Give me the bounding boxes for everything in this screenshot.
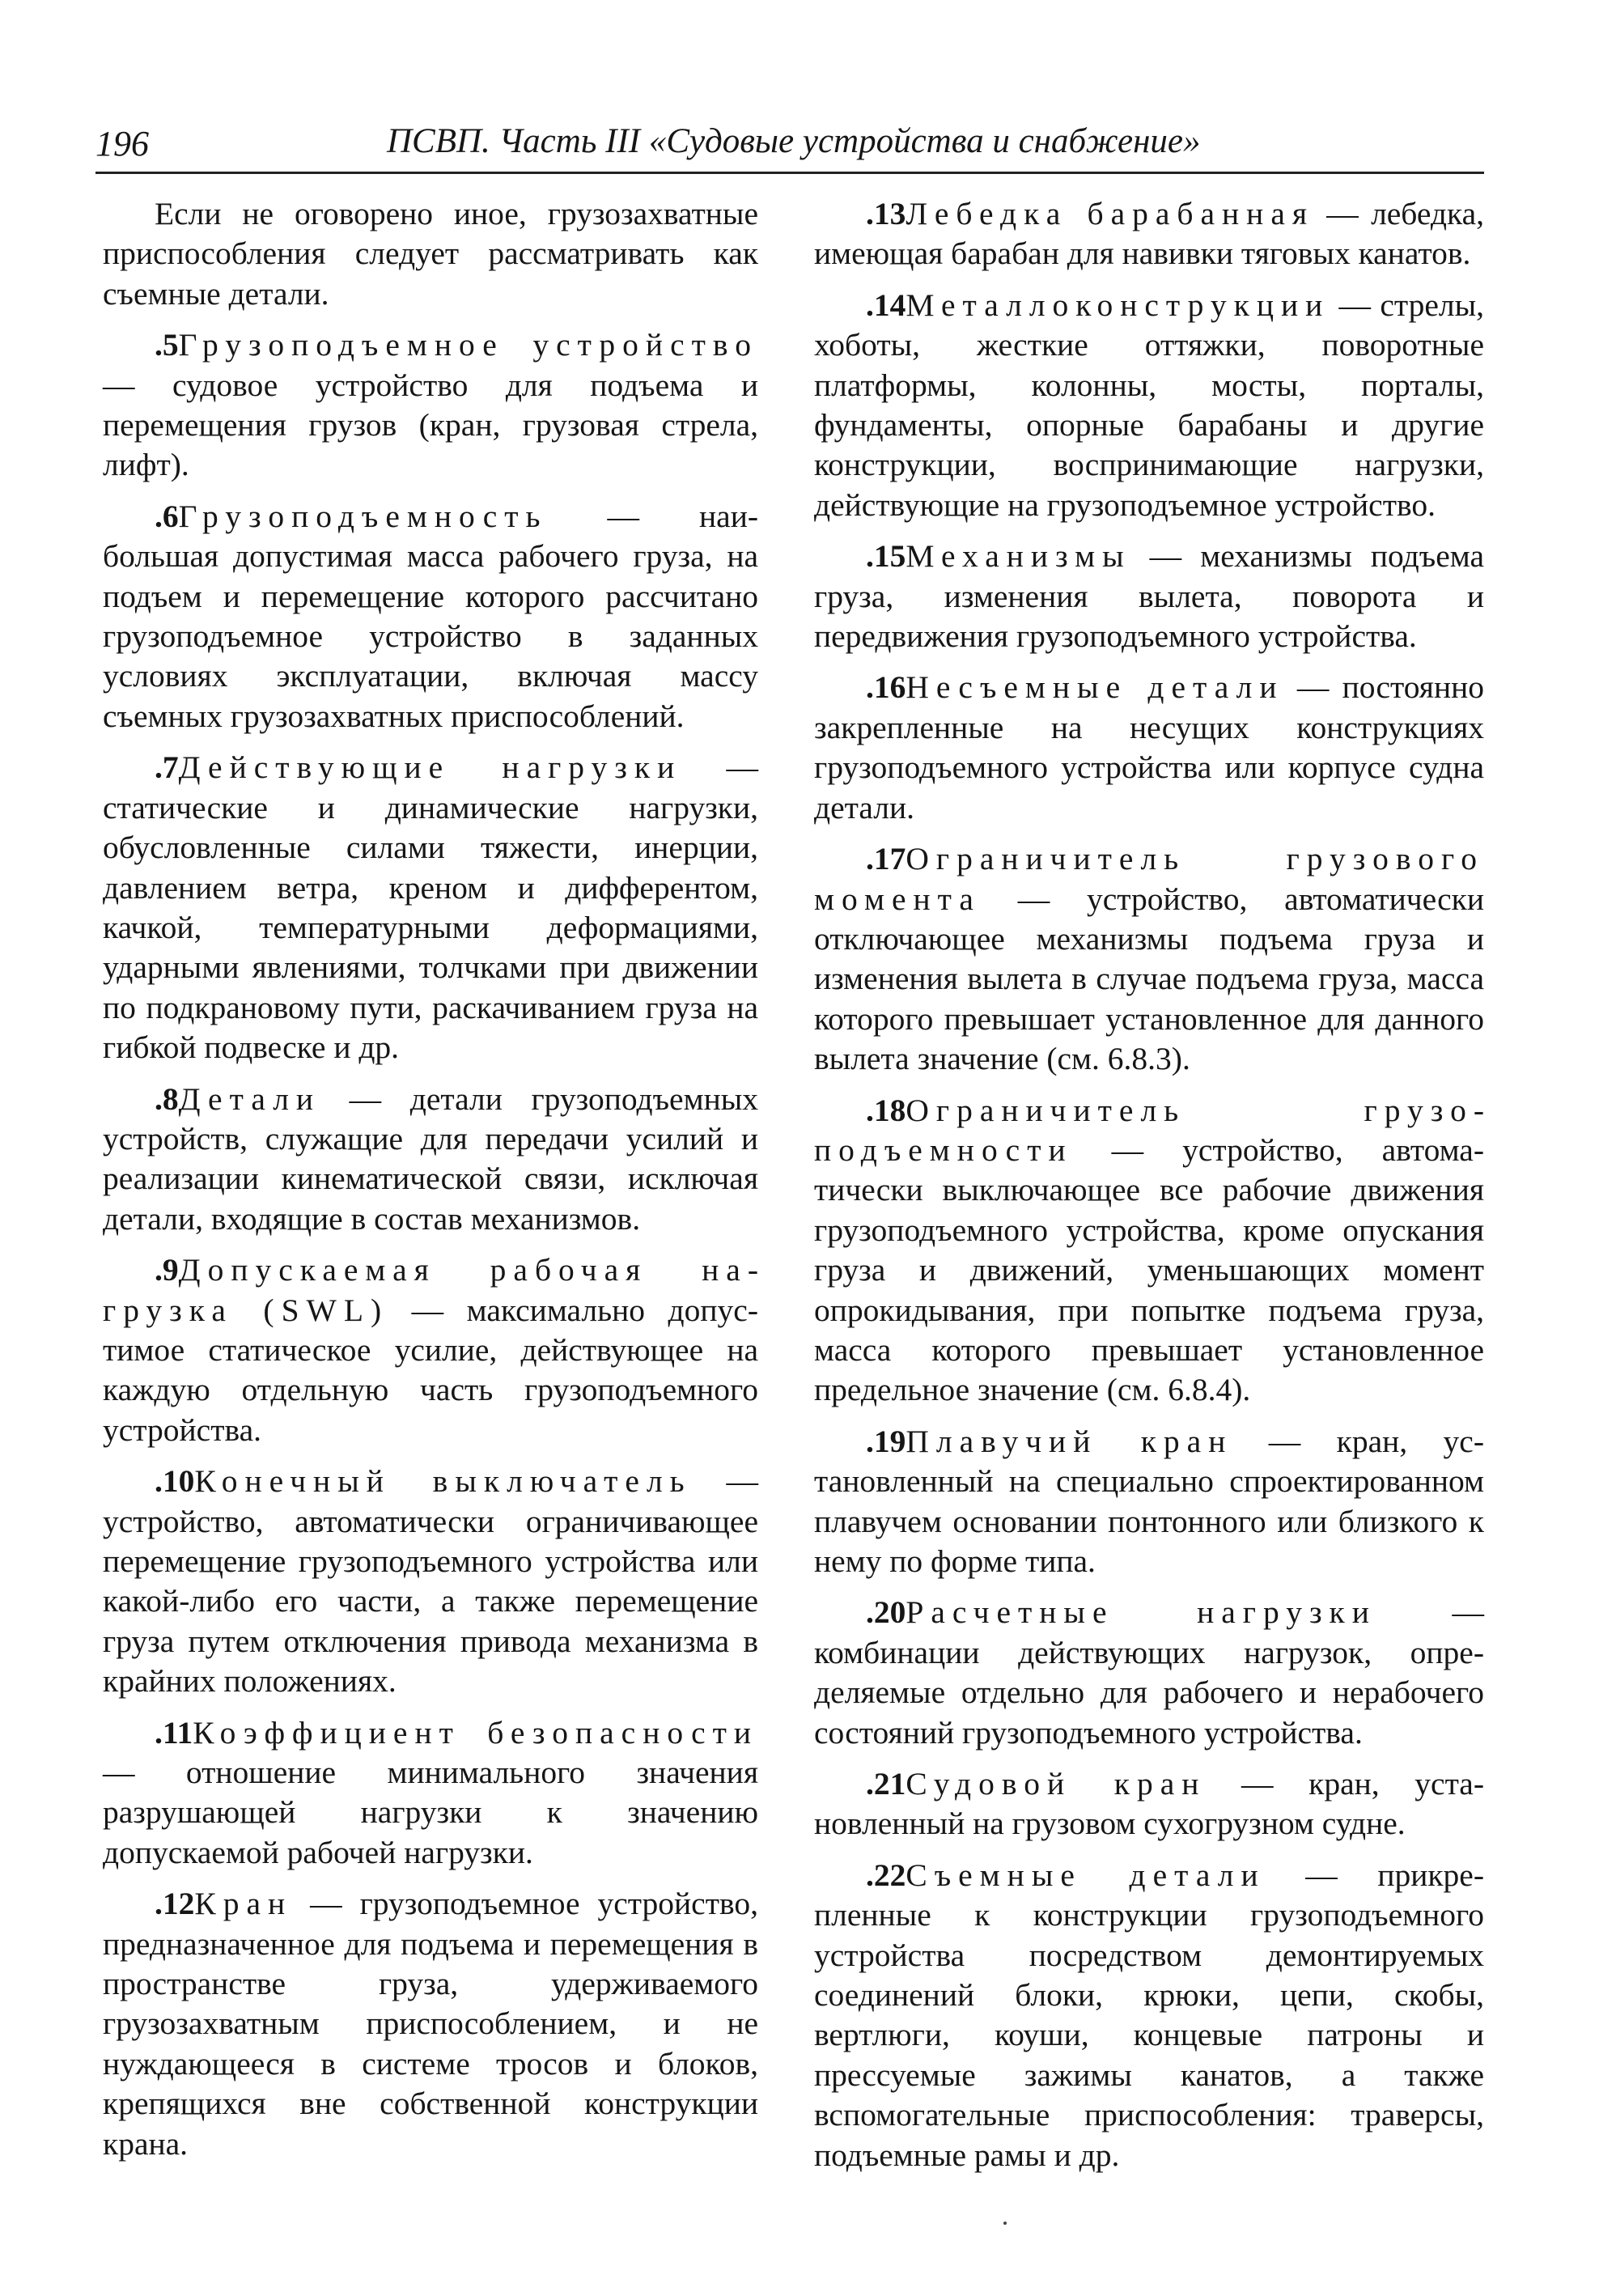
clause-number: .7 <box>155 749 179 786</box>
clause-number: .19 <box>866 1423 906 1459</box>
definition-text: — устройство, автоматически выключающее все рабочие движения грузоподъемного устройства, кроме опускания груза и движений, уменьшающих момент опрокидывания, при попытке подъема груза, масса которого превышает установленное предельное значение (см. 6.8.4). <box>814 1131 1484 1408</box>
defined-term: Несъемные детали <box>906 669 1284 706</box>
definition-17 <box>814 839 1484 1079</box>
definition-19 <box>814 1422 1484 1582</box>
definition-text: — детали грузоподъемных устройств, служащие для передачи усилий и реализации кинематической связи, исключая детали, входящие в состав механизмов. <box>103 1080 758 1237</box>
definition-text: — кран, установленный на специально спроектированном плавучем основании понтонного или близкого к нему по форме типа. <box>814 1423 1484 1579</box>
clause-number: .5 <box>155 327 179 363</box>
definition-5 <box>103 325 758 486</box>
defined-term: Ограничитель грузового момента <box>814 841 1484 917</box>
defined-term: Кран <box>194 1886 293 1922</box>
definition-text: — наибольшая допустимая масса рабочего груза, на подъем и перемещение которого рассчитано грузоподъемное устройство в заданных условиях эксплуатации, включая массу съемных грузозахватных приспособлений. <box>103 498 758 734</box>
right-column <box>814 194 1484 2187</box>
definition-11 <box>103 1713 758 1874</box>
clause-number: .17 <box>866 841 906 877</box>
definition-12 <box>103 1884 758 2164</box>
page-number: 196 <box>95 124 149 163</box>
defined-term: Ограничитель грузоподъемности <box>814 1092 1484 1168</box>
definition-8 <box>103 1080 758 1240</box>
defined-term: Плавучий кран <box>906 1423 1233 1459</box>
running-title: ПСВП. Часть III «Судовые устройства и снабжение» <box>387 122 1201 160</box>
definition-text: — максимально допустимое статическое усилие, действующее на каждую отдельную часть грузоподъемного устройства. <box>103 1292 758 1448</box>
definition-text: — устройство, автоматически ограничивающее перемещение грузоподъемного устройства или какой-либо его части, а также перемещение груза путем отключения привода механизма в крайних положениях. <box>103 1463 758 1700</box>
clause-number: .18 <box>866 1092 906 1128</box>
page-header <box>95 113 1484 174</box>
definition-text: — судовое устройство для подъема и перемещения грузов (кран, грузовая стрела, лифт). <box>103 367 758 483</box>
defined-term: Допускаемая рабочая нагрузка (SWL) <box>103 1252 758 1328</box>
print-speck <box>1003 2222 1007 2225</box>
left-column <box>103 194 758 2175</box>
definition-16 <box>814 668 1484 828</box>
definition-7 <box>103 748 758 1067</box>
defined-term: Грузоподъемность <box>178 498 548 534</box>
definition-text: — комбинации действующих нагрузок, определяемые отдельно для рабочего и нерабочего состояний грузоподъемного устройства. <box>814 1594 1484 1751</box>
definition-text: — стрелы, хоботы, жесткие оттяжки, поворотные платформы, колонны, мосты, порталы, фундаменты, опорные барабаны и другие конструкции, воспринимающие нагрузки, действующие на грузоподъемное устройство. <box>814 286 1484 523</box>
clause-number: .13 <box>866 196 906 231</box>
definition-18 <box>814 1091 1484 1411</box>
definition-text: — грузоподъемное устройство, предназначенное для подъема и перемещения в пространстве груза, удерживаемого грузозахватным приспособлением, и не нуждающееся в системе тросов и блоков, крепящихся вне собственной конструкции крана. <box>103 1886 758 2162</box>
definition-14 <box>814 286 1484 525</box>
defined-term: Действующие нагрузки <box>178 749 682 786</box>
clause-number: .11 <box>155 1714 193 1751</box>
definition-text: — постоянно закрепленные на несущих конструкциях грузоподъемного устройства или корпусе судна детали. <box>814 669 1484 825</box>
clause-number: .14 <box>866 286 906 323</box>
definition-text: — статические и динамические нагрузки, обусловленные силами тяжести, инерции, давлением ветра, креном и дифферентом, качкой, температурными деформациями, ударными явлениями, толчками при движении по подкрановому пути, раскачиванием груза на гибкой подвеске и др. <box>103 749 759 1066</box>
definition-15 <box>814 537 1484 656</box>
clause-number: .10 <box>155 1463 195 1500</box>
definition-9 <box>103 1250 758 1450</box>
definition-text: — механизмы подъема груза, изменения вылета, поворота и передвижения грузоподъемного устройства. <box>814 538 1484 655</box>
clause-number: .12 <box>155 1886 195 1922</box>
defined-term: Детали <box>178 1080 321 1117</box>
clause-number: .15 <box>866 538 906 575</box>
clause-number: .20 <box>866 1594 906 1631</box>
clause-number: .22 <box>866 1857 906 1893</box>
defined-term: Металлоконструкции <box>906 286 1330 323</box>
definition-text: — устройство, автоматически отключающее механизмы подъема груза и изменения вылета в случае подъема груза, масса которого превышает установленное для данного вылета значение (см. 6.8.3). <box>814 881 1484 1077</box>
defined-term: Грузоподъемное устройство <box>178 327 758 363</box>
definition-21 <box>814 1764 1484 1844</box>
clause-number: .21 <box>866 1766 906 1802</box>
definition-text: — лебедка, имеющая барабан для навивки тяговых канатов. <box>814 196 1484 272</box>
definition-text: — отношение минимального значения разрушающей нагрузки к значению допускаемой рабочей нагрузки. <box>103 1755 758 1870</box>
definition-13 <box>814 194 1484 274</box>
clause-number: .6 <box>155 498 179 534</box>
definition-text: — кран, установленный на грузовом сухогрузном судне. <box>814 1766 1484 1842</box>
definition-text: — прикрепленные к конструкции грузоподъемного устройства посредством демонтируемых соединений блоки, крюки, цепи, скобы, вертлюги, коуши, концевые патроны и прессуемые зажимы канатов, а также вспомогательные приспособления: траверсы, подъемные рамы и др. <box>814 1857 1484 2173</box>
defined-term: Съемные детали <box>906 1857 1266 1893</box>
defined-term: Расчетные нагрузки <box>906 1594 1376 1631</box>
definition-6 <box>103 497 758 736</box>
definition-10 <box>103 1462 758 1701</box>
defined-term: Коэффициент безопасности <box>193 1714 758 1751</box>
defined-term: Конечный выключатель <box>194 1463 692 1500</box>
defined-term: Лебедка барабанная <box>906 196 1315 231</box>
definition-22 <box>814 1856 1484 2175</box>
clause-number: .16 <box>866 669 906 706</box>
defined-term: Судовой кран <box>906 1766 1207 1802</box>
definition-20 <box>814 1593 1484 1753</box>
clause-number: .8 <box>155 1080 179 1117</box>
defined-term: Механизмы <box>906 538 1131 575</box>
intro-paragraph: Если не оговорено иное, грузозахватные приспособления следует рассматривать как съемные детали. <box>103 196 758 312</box>
clause-number: .9 <box>155 1252 179 1288</box>
